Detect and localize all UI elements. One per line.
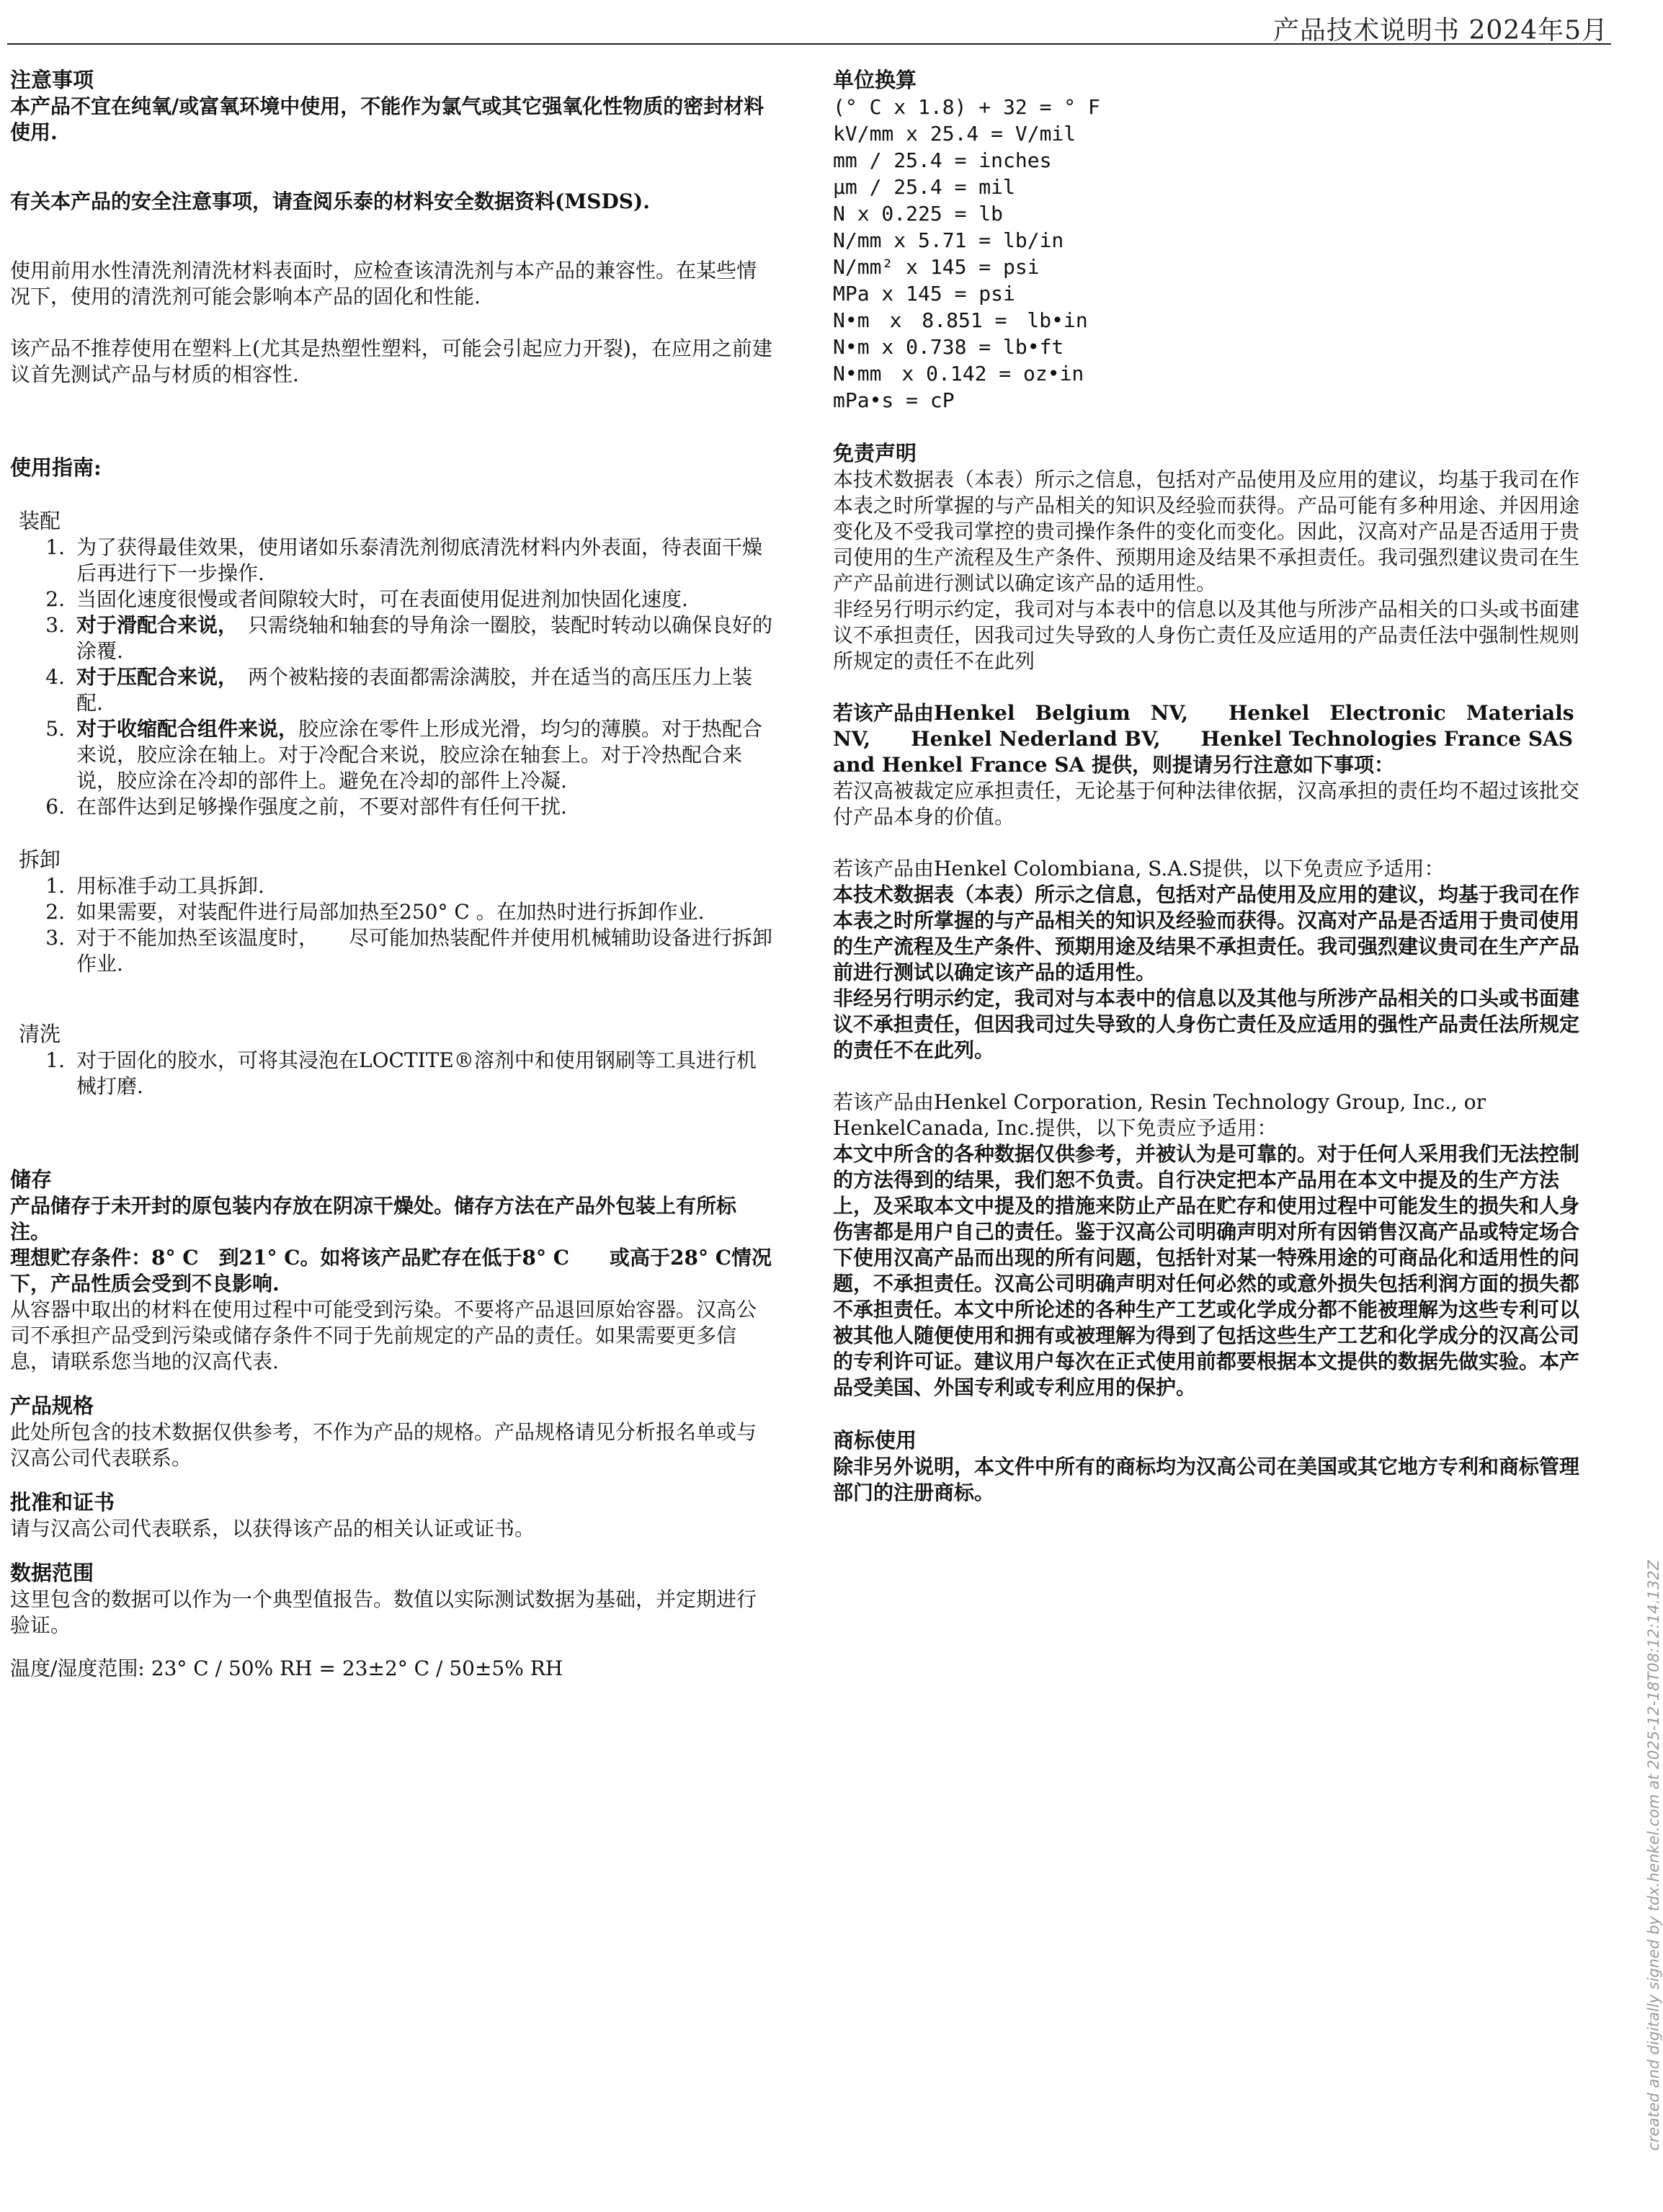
digital-signature-watermark: created and digitally signed by tdx.henkel.com at 2025-12-18T08:12:14.132Z	[1645, 1560, 1662, 2151]
trademark-heading: 商标使用	[833, 1428, 917, 1453]
notes-plastics: 该产品不推荐使用在塑料上(尤其是热塑性塑料，可能会引起应力开裂)，在应用之前建议首先测试产品与材质的相容性.	[10, 336, 772, 386]
corporation-heading: 若该产品由Henkel Corporation, Resin Technology Group, Inc., or HenkelCanada, Inc.提供，以下免责应予适用：	[833, 1090, 1486, 1140]
spec-heading: 产品规格	[10, 1393, 94, 1418]
conversion-line: mm / 25.4 = inches	[833, 148, 1052, 172]
right-column	[833, 66, 1598, 1506]
storage-conditions: 理想贮存条件：8° C 到21° C。如将该产品贮存在低于8° C 或高于28° C情况下，产品性质会受到不良影响.	[10, 1246, 772, 1295]
list-item: 3. 对于不能加热至该温度时， 尽可能加热装配件并使用机械辅助设备进行拆卸作业.	[45, 926, 773, 976]
conversion-line: kV/mm x 25.4 = V/mil	[833, 122, 1076, 146]
colombia-text-2: 非经另行明示约定，我司对与本表中的信息以及其他与所涉产品相关的口头或书面建议不承担责任，但因我司过失导致的人身伤亡责任及应适用的强性产品责任法所规定的责任不在此列。	[833, 986, 1580, 1062]
storage-instruction: 产品储存于未开封的原包装内存放在阴凉干燥处。储存方法在产品外包装上有所标注。	[10, 1194, 737, 1244]
list-item: 6. 在部件达到足够操作强度之前，不要对部件有任何干扰.	[45, 795, 567, 819]
assembly-heading: 装配	[19, 509, 61, 533]
disclaimer-p1: 本技术数据表（本表）所示之信息，包括对产品使用及应用的建议，均基于我司在作本表之时所掌握的与产品相关的知识及经验而获得。产品可能有多种用途、并因用途变化及不受我司掌控的贵司操作条件的变化而变化。因此，汉高对产品是否适用于贵司使用的生产流程及生产条件、预期用途及结果不承担责任。我司强烈建议贵司在生产产品前进行测试以确定该产品的适用性。	[833, 468, 1580, 595]
notes-cleaner: 使用前用水性清洗剂清洗材料表面时，应检查该清洗剂与本产品的兼容性。在某些情况下，使用的清洗剂可能会影响本产品的固化和性能.	[10, 259, 757, 308]
notes-heading: 注意事项	[10, 68, 94, 92]
storage-heading: 储存	[10, 1167, 53, 1192]
approvals-heading: 批准和证书	[10, 1490, 115, 1515]
conversion-line: N/mm x 5.71 = lb/in	[833, 228, 1064, 252]
conversions-list	[833, 94, 1598, 414]
cleanup-heading: 清洗	[19, 1022, 61, 1046]
assembly-list	[10, 535, 774, 820]
conversion-line: N x 0.225 = lb	[833, 202, 1004, 226]
left-column	[10, 66, 774, 1682]
data-range-condition: 温度/湿度范围: 23° C / 50% RH = 23±2° C / 50±5% RH	[10, 1656, 563, 1680]
notes-oxygen-warning: 本产品不宜在纯氧/或富氧环境中使用，不能作为氯气或其它强氧化性物质的密封材料使用.	[10, 94, 764, 144]
list-item: 3. 对于滑配合来说， 只需绕轴和轴套的导角涂一圈胶，装配时转动以确保良好的涂覆.	[45, 613, 773, 663]
belgium-text: 若汉高被裁定应承担责任，无论基于何种法律依据，汉高承担的责任均不超过该批交付产品本身的价值。	[833, 779, 1580, 829]
list-item: 2. 当固化速度很慢或者间隙较大时，可在表面使用促进剂加快固化速度.	[45, 587, 688, 611]
list-item: 2. 如果需要，对装配件进行局部加热至250° C 。在加热时进行拆卸作业.	[45, 900, 705, 924]
list-item: 1. 对于固化的胶水，可将其浸泡在LOCTITE®溶剂中和使用钢刷等工具进行机械打磨.	[45, 1048, 757, 1098]
trademark-text: 除非另外说明，本文件中所有的商标均为汉高公司在美国或其它地方专利和商标管理部门的注册商标。	[833, 1455, 1580, 1504]
belgium-heading: 若该产品由Henkel Belgium NV, Henkel Electronic Materials NV, Henkel Nederland BV, Henkel Technologies France SAS and Henkel France SA 提供，则提请另行注意如下事项：	[833, 701, 1595, 777]
data-range-heading: 数据范围	[10, 1561, 94, 1585]
header-rule	[7, 43, 1611, 45]
corporation-text: 本文中所含的各种数据仅供参考，并被认为是可靠的。对于任何人采用我们无法控制的方法得到的结果，我们恕不负责。自行决定把本产品用在本文中提及的生产方法上，及采取本文中提及的措施来防止产品在贮存和使用过程中可能发生的损失和人身伤害都是用户自己的责任。鉴于汉高公司明确声明对所有因销售汉高产品或特定场合下使用汉高产品而出现的所有问题，包括针对某一特殊用途的可商品化和适用性的问题，不承担责任。汉高公司明确声明对任何必然的或意外损失包括利润方面的损失都不承担责任。本文中所论述的各种生产工艺或化学成分都不能被理解为这些专利可以被其他人随便使用和拥有或被理解为得到了包括这些生产工艺和化学成分的汉高公司的专利许可证。建议用户每次在正式使用前都要根据本文提供的数据先做实验。本产品受美国、外国专利或专利应用的保护。	[833, 1142, 1580, 1399]
spec-text: 此处所包含的技术数据仅供参考，不作为产品的规格。产品规格请见分析报名单或与汉高公司代表联系。	[10, 1420, 757, 1470]
conversions-heading: 单位换算	[833, 68, 917, 92]
conversion-line: N•m x 8.851 = lb•in	[833, 308, 1088, 332]
conversion-line: N/mm² x 145 = psi	[833, 255, 1040, 279]
notes-msds: 有关本产品的安全注意事项，请查阅乐泰的材料安全数据资料(MSDS).	[10, 189, 650, 213]
conversion-line: mPa•s = cP	[833, 388, 955, 412]
conversion-line: N•mm x 0.142 = oz•in	[833, 362, 1084, 385]
list-item: 5. 对于收缩配合组件来说，胶应涂在零件上形成光滑，均匀的薄膜。对于热配合来说，胶应涂在轴上。对于冷配合来说，胶应涂在轴套上。对于冷热配合来说，胶应涂在冷却的部件上。避免在冷却的部件上冷凝.	[45, 717, 763, 793]
list-item: 4. 对于压配合来说， 两个被粘接的表面都需涂满胶，并在适当的高压压力上装配.	[45, 665, 753, 715]
disassembly-list	[10, 873, 774, 977]
disclaimer-heading: 免责声明	[833, 441, 917, 465]
disassembly-heading: 拆卸	[19, 847, 61, 872]
colombia-heading: 若该产品由Henkel Colombiana, S.A.S提供，以下免责应予适用：	[833, 857, 1445, 880]
storage-contamination: 从容器中取出的材料在使用过程中可能受到污染。不要将产品退回原始容器。汉高公司不承担产品受到污染或储存条件不同于先前规定的产品的责任。如果需要更多信息，请联系您当地的汉高代表.	[10, 1298, 757, 1373]
colombia-text-1: 本技术数据表（本表）所示之信息，包括对产品使用及应用的建议，均基于我司在作本表之时所掌握的与产品相关的知识及经验而获得。汉高对产品是否适用于贵司使用的生产流程及生产条件、预期用途及结果不承担责任。我司强烈建议贵司在生产产品前进行测试以确定该产品的适用性。	[833, 883, 1580, 984]
conversion-line: N•m x 0.738 = lb•ft	[833, 335, 1064, 359]
guide-heading: 使用指南:	[10, 455, 102, 480]
list-item: 1. 用标准手动工具拆卸.	[45, 874, 264, 898]
list-item: 1. 为了获得最佳效果，使用诸如乐泰清洗剂彻底清洗材料内外表面，待表面干燥后再进行下一步操作.	[45, 535, 763, 585]
conversion-line: (° C x 1.8) + 32 = ° F	[833, 95, 1100, 119]
data-range-text: 这里包含的数据可以作为一个典型值报告。数值以实际测试数据为基础，并定期进行验证。	[10, 1587, 757, 1637]
disclaimer-p2: 非经另行明示约定，我司对与本表中的信息以及其他与所涉产品相关的口头或书面建议不承担责任，因我司过失导致的人身伤亡责任及应适用的产品责任法中强制性规则所规定的责任不在此列	[833, 597, 1580, 673]
cleanup-list	[10, 1048, 774, 1100]
document-header: 产品技术说明书 2024年5月	[1273, 16, 1608, 45]
approvals-text: 请与汉高公司代表联系，以获得该产品的相关认证或证书。	[10, 1517, 535, 1540]
conversion-line: µm / 25.4 = mil	[833, 175, 1015, 199]
conversion-line: MPa x 145 = psi	[833, 282, 1015, 306]
